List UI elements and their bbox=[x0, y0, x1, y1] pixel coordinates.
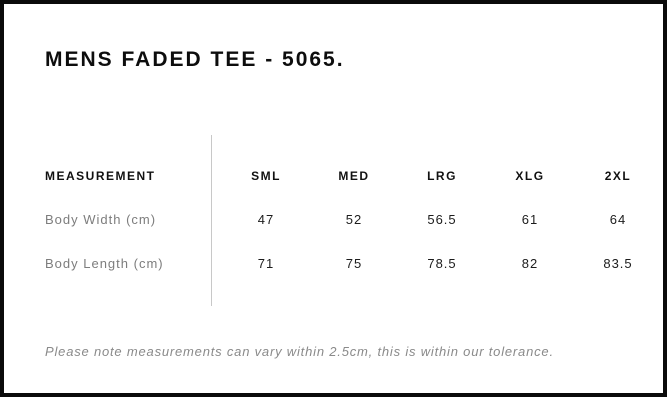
body-width-xlg-value: 61 bbox=[521, 212, 539, 227]
product-title: MENS FADED TEE - 5065. bbox=[45, 48, 345, 71]
table-row-body-width bbox=[45, 212, 662, 228]
body-length-med-value: 75 bbox=[345, 256, 363, 271]
body-width-lrg-value: 56.5 bbox=[427, 212, 457, 227]
body-length-lrg-value: 78.5 bbox=[427, 256, 457, 271]
body-width-sml-value: 47 bbox=[257, 212, 275, 227]
tolerance-note: Please note measurements can vary within 2.5cm, this is within our tolerance. bbox=[45, 344, 554, 359]
column-header-lrg: LRG bbox=[427, 169, 457, 183]
column-header-sml: SML bbox=[251, 169, 281, 183]
row-label-body-width: Body Width (cm) bbox=[45, 212, 157, 227]
body-length-xlg-value: 82 bbox=[521, 256, 539, 271]
body-width-med-value: 52 bbox=[345, 212, 363, 227]
body-length-2xl-value: 83.5 bbox=[603, 256, 633, 271]
body-width-2xl-value: 64 bbox=[609, 212, 627, 227]
column-header-xlg: XLG bbox=[515, 169, 545, 183]
column-header-measurement: MEASUREMENT bbox=[45, 169, 156, 183]
table-header-row bbox=[45, 168, 662, 184]
table-row-body-length bbox=[45, 256, 662, 272]
row-label-body-length: Body Length (cm) bbox=[45, 256, 164, 271]
body-length-sml-value: 71 bbox=[257, 256, 275, 271]
column-header-2xl: 2XL bbox=[604, 169, 632, 183]
column-header-med: MED bbox=[338, 169, 370, 183]
